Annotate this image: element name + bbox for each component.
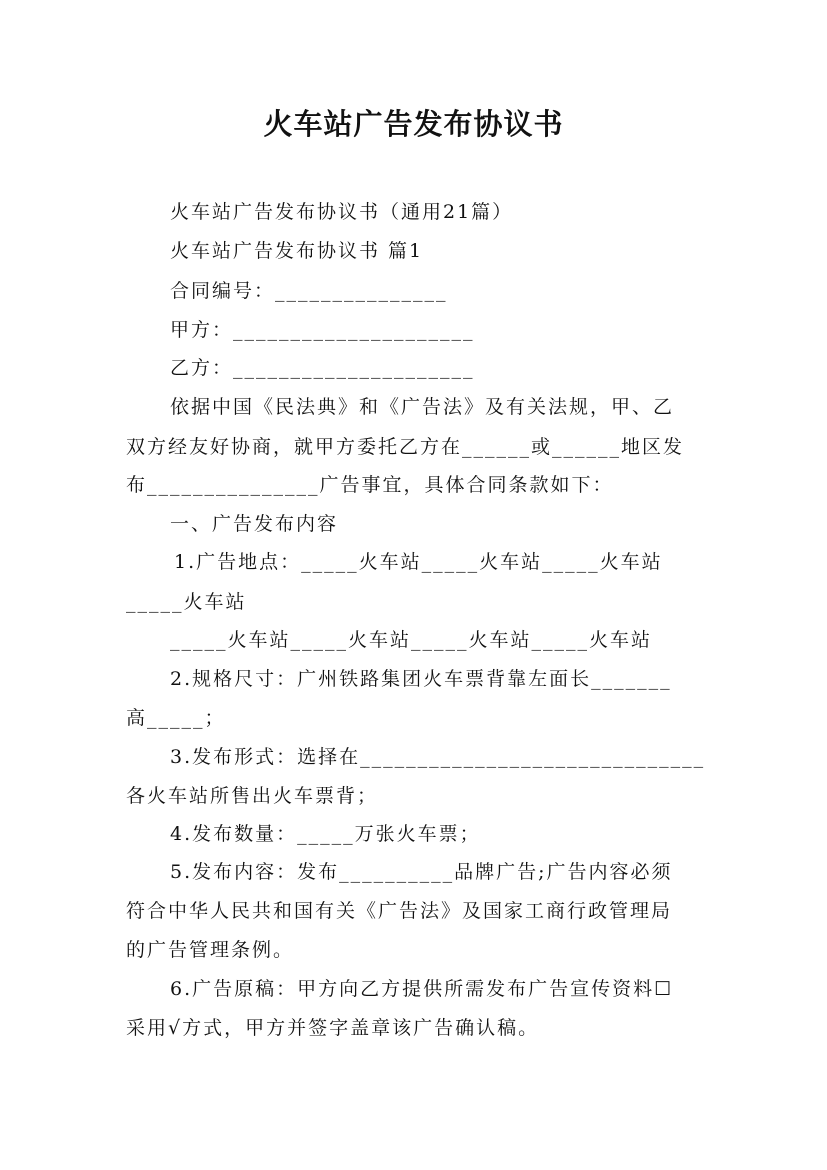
clause-line: 1.广告地点：_____火车站_____火车站_____火车站 <box>174 551 663 573</box>
clause-line: 高_____； <box>126 707 226 729</box>
paragraph-line: 依据中国《民法典》和《广告法》及有关法规，甲、乙 <box>170 396 675 418</box>
clause-line: _____火车站_____火车站_____火车站_____火车站 <box>170 629 653 651</box>
clause-line: _____火车站 <box>126 591 247 613</box>
clause-line: 2.规格尺寸：广州铁路集团火车票背靠左面长_______ <box>170 668 672 690</box>
doc-section-heading: 火车站广告发布协议书 篇1 <box>170 240 424 262</box>
clause-line: 各火车站所售出火车票背； <box>126 785 379 807</box>
clause-line: 5.发布内容：发布__________品牌广告;广告内容必须 <box>170 861 673 883</box>
clause-line: 的广告管理条例。 <box>126 939 295 961</box>
clause-line: 4.发布数量：_____万张火车票； <box>170 823 481 845</box>
party-b-line: 乙方：_____________________ <box>170 357 475 379</box>
contract-number-line: 合同编号：_______________ <box>170 280 448 302</box>
paragraph-line: 布_______________广告事宜，具体合同条款如下： <box>126 474 614 496</box>
clause-line: 采用√方式，甲方并签字盖章该广告确认稿。 <box>126 1017 540 1039</box>
party-a-line: 甲方：_____________________ <box>170 319 475 341</box>
clause-line: 符合中华人民共和国有关《广告法》及国家工商行政管理局 <box>126 900 673 922</box>
section-heading: 一、广告发布内容 <box>170 513 339 535</box>
doc-subtitle: 火车站广告发布协议书（通用21篇） <box>170 201 514 223</box>
paragraph-line: 双方经友好协商，就甲方委托乙方在______或______地区发 <box>126 436 685 458</box>
document-title: 火车站广告发布协议书 <box>263 107 564 141</box>
clause-line: 3.发布形式：选择在______________________________ <box>170 746 706 768</box>
clause-line: 6.广告原稿：甲方向乙方提供所需发布广告宣传资料☐ <box>170 978 674 1000</box>
